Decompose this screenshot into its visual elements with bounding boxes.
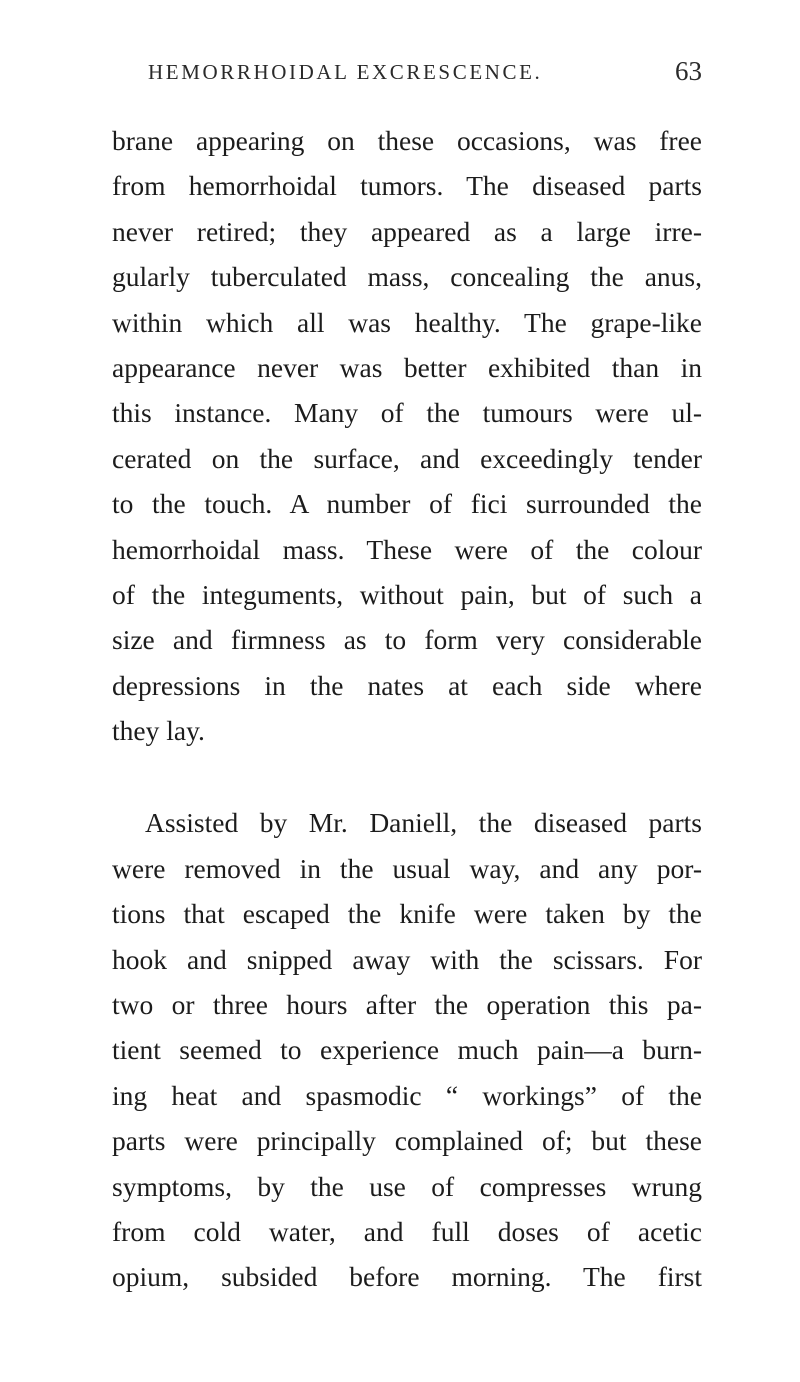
running-head: [110, 56, 702, 90]
text-line: within which all was healthy. The grape-like: [112, 306, 702, 338]
text-line: from cold water, and full doses of acetic: [112, 1215, 702, 1247]
text-line: depressions in the nates at each side where: [112, 669, 702, 701]
text-line: appearance never was better exhibited than in: [112, 351, 702, 383]
paragraph-spacer: [112, 753, 702, 800]
text-line: tient seemed to experience much pain—a burn-: [112, 1034, 702, 1066]
running-title: HEMORRHOIDAL EXCRESCENCE.: [148, 60, 543, 84]
text-line: two or three hours after the operation this pa-: [112, 989, 702, 1021]
text-line: this instance. Many of the tumours were ul-: [112, 397, 702, 429]
text-line: brane appearing on these occasions, was free: [112, 125, 702, 156]
text-line: to the touch. A number of fici surrounded the: [112, 488, 702, 520]
text-line: Assisted by Mr. Daniell, the diseased parts: [145, 807, 702, 839]
body-text: [112, 118, 702, 1300]
text-line: cerated on the surface, and exceedingly tender: [112, 442, 702, 474]
text-line: size and firmness as to form very considerable: [112, 624, 702, 656]
text-line: opium, subsided before morning. The first: [112, 1261, 702, 1293]
text-line: from hemorrhoidal tumors. The diseased parts: [112, 170, 702, 202]
text-line: symptoms, by the use of compresses wrung: [112, 1170, 702, 1202]
page-number: 63: [675, 56, 702, 86]
text-line: hemorrhoidal mass. These were of the colour: [112, 533, 702, 565]
text-line: tions that escaped the knife were taken by the: [112, 898, 702, 930]
text-line: ing heat and spasmodic “ workings” of the: [112, 1079, 702, 1111]
text-line: parts were principally complained of; but these: [112, 1125, 702, 1157]
text-line: they lay.: [112, 715, 205, 747]
paragraph-2: [112, 800, 702, 1299]
text-line: were removed in the usual way, and any por-: [112, 852, 702, 884]
paragraph-1: [112, 118, 702, 753]
text-line: gularly tuberculated mass, concealing the anus,: [112, 261, 702, 293]
text-line: never retired; they appeared as a large irre-: [112, 215, 702, 247]
text-line: hook and snipped away with the scissars. For: [112, 943, 702, 975]
text-line: of the integuments, without pain, but of such a: [112, 578, 702, 610]
